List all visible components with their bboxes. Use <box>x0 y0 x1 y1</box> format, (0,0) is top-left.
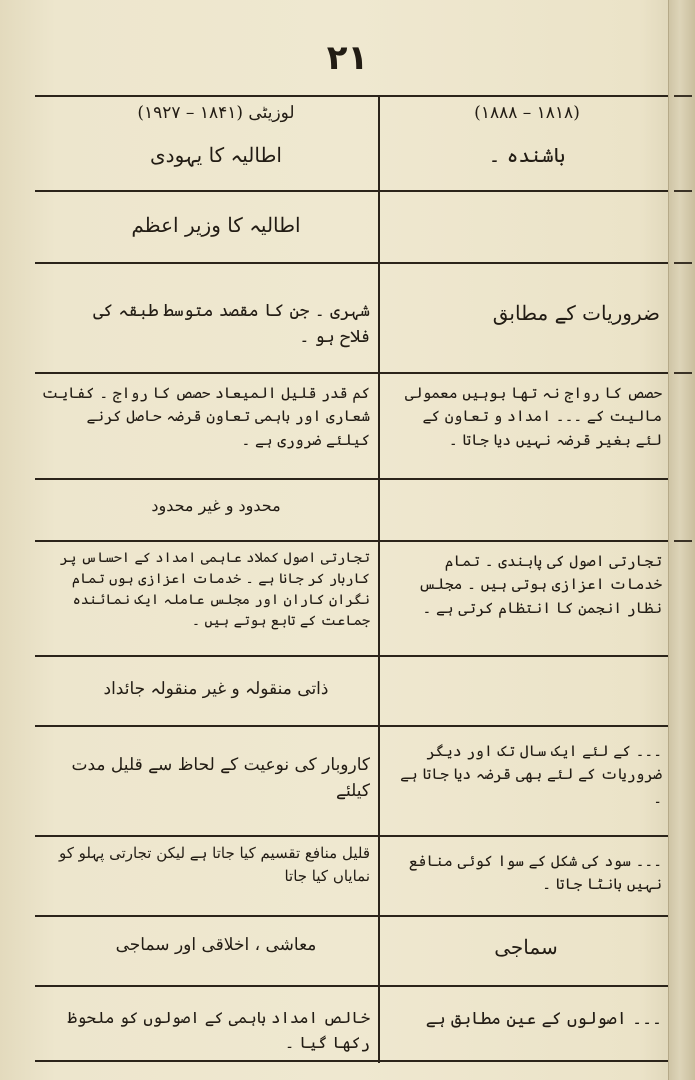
row-10-left: خالص امداد باہمی کے اصولوں کو ملحوظ رکھا گیا ۔ <box>67 1008 370 1052</box>
row-1-left: اطالیہ کا وزیر اعظم <box>131 213 301 237</box>
spine-rule <box>674 95 692 97</box>
row-9-right: سماجی <box>494 935 558 959</box>
row-10-right: ۔۔۔ اصولوں کے عین مطابق ہے <box>425 1009 662 1029</box>
row-5-left: تجارتی اصول کملاد عاہمی امداد کے احساس پر کاربار کر جانا ہے ۔ خدمات اعزازی ہوں تمام نگران کاران اور مجلس عاملہ ایک نمائندہ جماعت کے تابع ہوتے ہیں ۔ <box>59 550 370 629</box>
spine-rule <box>674 540 692 542</box>
row-2-right: ضروریات کے مطابق <box>492 301 660 325</box>
row-8-left: قلیل منافع تقسیم کیا جاتا ہے لیکن تجارتی پہلو کو نمایاں کیا جاتا <box>59 844 370 886</box>
row-4-left: محدود و غیر محدود <box>151 496 281 515</box>
row-3-left: کم قدر قلیل المیعاد حصص کا رواج ۔ کفایت شعاری اور باہمی تعاون قرضہ حاصل کرنے کیلئے ضروری ہے ۔ <box>41 384 370 449</box>
table-rule <box>35 1060 668 1062</box>
table-rule <box>35 540 668 542</box>
row-5-right: تجارتی اصول کی پابندی ۔ تمام خدمات اعزازی ہوتی ہیں ۔ مجلس نظار انجمن کا انتظام کرتی ہے ۔ <box>418 552 662 617</box>
table-rule <box>35 985 668 987</box>
column-divider <box>378 95 380 1063</box>
table-rule <box>35 915 668 917</box>
row-2-left: شہری ۔ جن کا مقصد متوسط طبقہ کی فلاح ہو ۔ <box>93 301 370 348</box>
spine-rule <box>674 262 692 264</box>
row-3-right: حصص کا رواج نہ تھا بوہیں معمولی مالیت کے ۔۔۔ امداد و تعاون کے لئے بغیر قرضہ نہیں دیا جاتا ۔ <box>404 384 662 449</box>
table-rule <box>35 372 668 374</box>
row-9-left: معاشی ، اخلاقی اور سماجی <box>115 935 317 955</box>
header-right-years: (۱۸۱۸ – ۱۸۸۸) <box>474 103 580 123</box>
table-rule <box>35 190 668 192</box>
table-rule <box>35 725 668 727</box>
header-right-title: باشندہ ۔ <box>488 143 566 167</box>
row-7-right: ۔۔۔ کے لئے ایک سال تک اور دیگر ضروریات کے لئے بھی قرضہ دیا جاتا ہے ۔ <box>400 742 662 807</box>
table-rule <box>35 478 668 480</box>
row-8-right: ۔۔۔ سود کی شکل کے سوا کوئی منافع نہیں بانٹا جاتا ۔ <box>408 852 662 894</box>
header-left-title: اطالیہ کا یہودی <box>150 143 282 167</box>
spine-rule <box>674 190 692 192</box>
table-rule <box>35 95 668 97</box>
table-rule <box>35 835 668 837</box>
row-6-left: ذاتی منقولہ و غیر منقولہ جائداد <box>103 679 329 699</box>
row-7-left: کاروبار کی نوعیت کے لحاظ سے قلیل مدت کیلئے <box>71 755 370 802</box>
table-rule <box>35 262 668 264</box>
page-number: ۲۱ <box>326 38 369 78</box>
spine-rule <box>674 372 692 374</box>
table-rule <box>35 655 668 657</box>
header-left-years: لوزیٹی (۱۸۴۱ – ۱۹۲۷) <box>137 103 295 123</box>
